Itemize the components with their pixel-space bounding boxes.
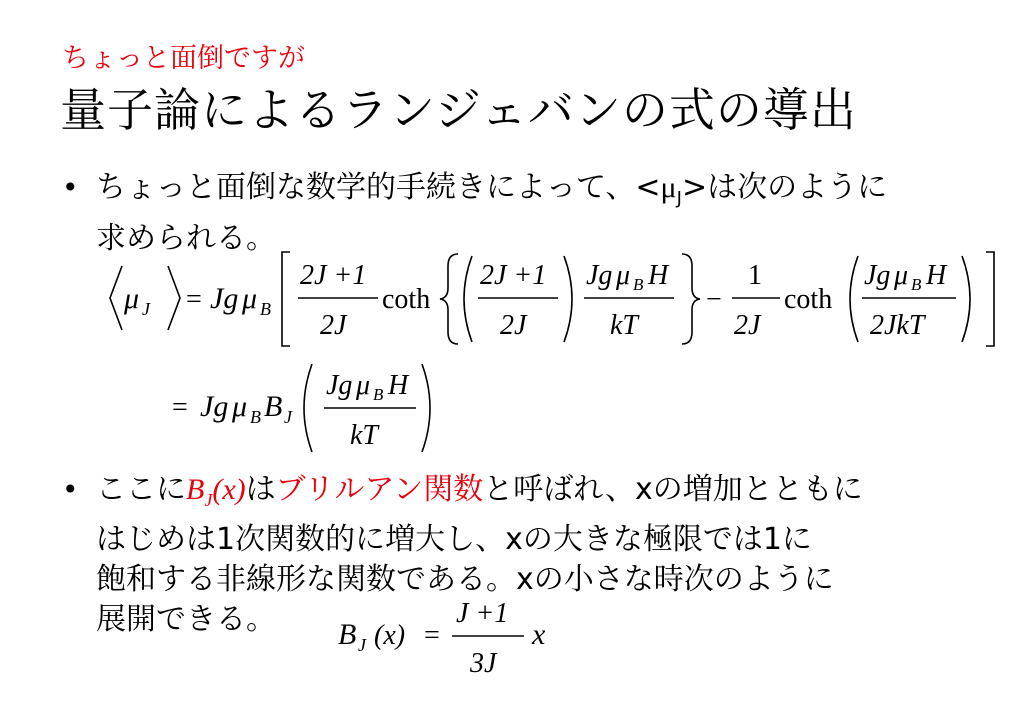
eq3-arg: (x): [374, 620, 406, 651]
bullet-2-line-2: はじめは1次関数的に増大し、xの大きな極限では1に: [96, 522, 812, 557]
equation-1: [100, 244, 1010, 352]
eq2-Jg: Jg: [200, 390, 229, 423]
bullet-2-text-b: は: [245, 472, 276, 507]
mu-symbol: μ: [660, 171, 677, 204]
eq2-BJ: B: [264, 390, 283, 423]
bullet-1-line-2: 求められる。: [96, 221, 276, 256]
right-paren-1: [564, 256, 572, 342]
lhs-mu-sub: J: [142, 299, 150, 319]
brillouin-B: B: [186, 473, 205, 506]
coth-2: coth: [784, 284, 833, 315]
mu-1: μ: [242, 282, 258, 315]
bullet-2-text-c: と呼ばれ、xの増加とともに: [483, 472, 863, 507]
eq3-J: J: [358, 635, 366, 655]
eq3-x: x: [532, 618, 546, 651]
mu-B-sub-1: B: [260, 299, 271, 319]
bullet-marker: •: [62, 171, 79, 204]
bullet-2-line-3: 飽和する非線形な関数である。xの小さな時次のように: [96, 562, 834, 597]
eq3-eq: =: [424, 620, 440, 651]
frac3-mu: μ: [616, 260, 631, 291]
left-square-bracket: [282, 252, 290, 346]
left-paren-2: [850, 256, 858, 342]
frac1-den: 2J: [320, 310, 347, 341]
frac2-den: 2J: [500, 310, 527, 341]
eq2-num-Jg: Jg: [326, 370, 353, 401]
frac5-Jg: Jg: [864, 260, 891, 291]
bullet-2-text-a: ここに: [96, 472, 186, 507]
eq3-B: B: [338, 618, 357, 651]
frac3-den: kT: [610, 310, 638, 341]
eq3-num: J +1: [456, 598, 509, 629]
lhs-mu: μ: [124, 282, 140, 315]
equation-3: [330, 586, 570, 686]
eq2-num-B: B: [373, 385, 384, 404]
bullet-2-line-4: 展開できる。: [96, 602, 276, 637]
left-paren-1: [464, 256, 472, 342]
eq2-left-paren: [304, 364, 312, 452]
frac1-num: 2J +1: [300, 260, 367, 291]
eq2-den: kT: [350, 420, 378, 451]
bullet-marker: •: [62, 473, 79, 506]
right-square-bracket: [986, 252, 994, 346]
minus-sign: −: [706, 284, 722, 315]
bullet-1-text-b: >は次のように: [681, 170, 888, 205]
frac2-num: 2J +1: [480, 260, 547, 291]
slide-title: 量子論によるランジェバンの式の導出: [60, 83, 857, 137]
equation-2: [160, 356, 460, 456]
mu-subscript: J: [676, 188, 682, 209]
right-brace: [682, 254, 700, 344]
eq2-mu: μ: [232, 390, 248, 423]
right-paren-2: [962, 256, 970, 342]
frac3-H: H: [648, 260, 669, 291]
bullet-2-line-1: [96, 470, 863, 520]
eq3-den: 3J: [470, 648, 497, 679]
brillouin-x: (x): [212, 473, 246, 506]
eq2-sign: =: [172, 392, 188, 423]
bullet-1-text-a: ちょっと面倒な数学的手続きによって、<: [96, 170, 661, 205]
eq2-num-H: H: [388, 370, 409, 401]
frac3-Jg: Jg: [586, 260, 613, 291]
right-angle-bracket: [168, 266, 180, 330]
frac5-H: H: [926, 260, 947, 291]
frac4-den: 2J: [734, 310, 761, 341]
Jg-1: Jg: [210, 282, 239, 315]
frac4-num: 1: [748, 260, 762, 291]
bullet-1-line-1: [96, 168, 887, 219]
frac5-B: B: [911, 275, 922, 294]
coth-1: coth: [382, 284, 431, 315]
brillouin-term: ブリルアン関数: [275, 472, 484, 507]
eq2-mu-B: B: [250, 407, 261, 427]
left-brace: [440, 254, 458, 344]
eq2-right-paren: [422, 364, 430, 452]
eq2-num-mu: μ: [356, 370, 371, 401]
frac5-den: 2JkT: [870, 310, 925, 341]
frac5-mu: μ: [894, 260, 909, 291]
eq-sign: =: [186, 284, 202, 315]
slide-subtitle: ちょっと面倒ですが: [62, 43, 305, 74]
left-angle-bracket: [110, 266, 122, 330]
eq2-BJ-sub: J: [284, 407, 292, 427]
frac3-B: B: [633, 275, 644, 294]
brillouin-J: J: [204, 490, 213, 510]
